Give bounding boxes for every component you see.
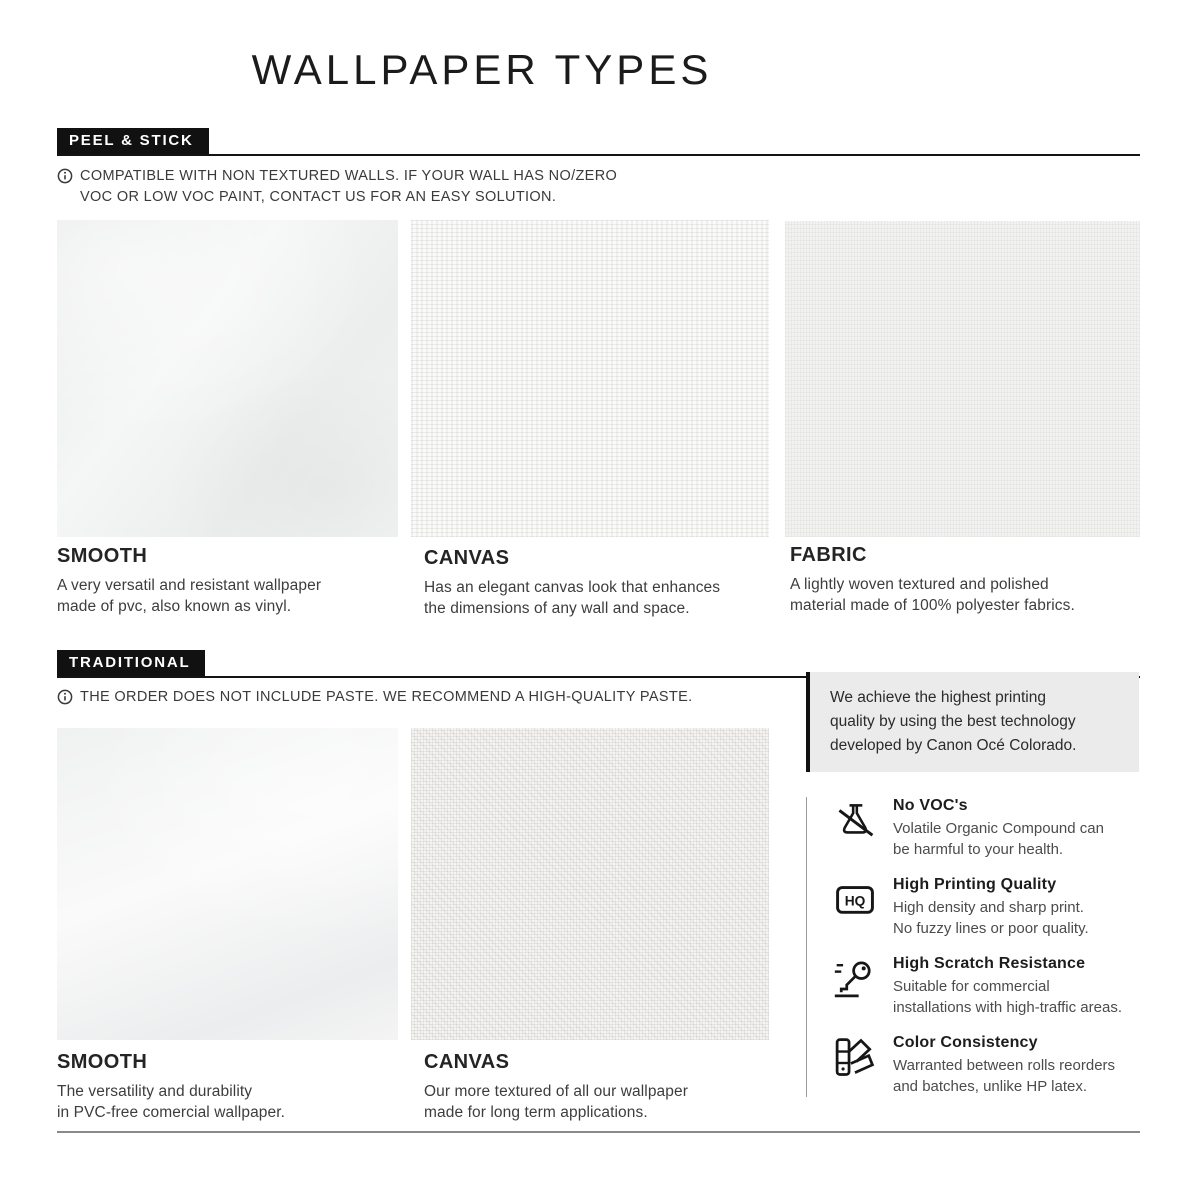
smooth-traditional-caption	[57, 1051, 397, 1124]
info-icon	[57, 168, 73, 184]
canvas-peel-caption	[424, 547, 774, 620]
svg-text:HQ: HQ	[844, 893, 866, 909]
traditional-note-text: THE ORDER DOES NOT INCLUDE PASTE. WE RECOMMEND A HIGH-QUALITY PASTE.	[80, 689, 693, 705]
hq-badge-icon	[833, 876, 877, 923]
swatch-name: SMOOTH	[57, 545, 148, 567]
bottom-divider	[57, 1131, 1140, 1133]
swatch-description: The versatility and durability in PVC-free comercial wallpaper.	[57, 1083, 286, 1122]
feature-high-scratch-resistance	[833, 955, 1140, 1018]
fabric-peel-caption	[790, 544, 1140, 617]
key-scratch-icon	[833, 955, 877, 1002]
feature-text	[893, 797, 1104, 860]
feature-text	[893, 876, 1089, 939]
feature-text	[893, 955, 1122, 1018]
peel-stick-note-text: COMPATIBLE WITH NON TEXTURED WALLS. IF YOUR WALL HAS NO/ZERO VOC OR LOW VOC PAINT, CONTACT US FOR AN EASY SOLUTION.	[80, 168, 618, 205]
page-title: WALLPAPER TYPES	[251, 46, 713, 93]
smooth-texture-swatch-traditional	[57, 728, 398, 1040]
swatch-description: A lightly woven textured and polished material made of 100% polyester fabrics.	[790, 576, 1075, 615]
canvas-traditional-caption	[424, 1051, 774, 1124]
swatch-description: A very versatil and resistant wallpaper made of pvc, also known as vinyl.	[57, 577, 322, 616]
printing-quality-quote-box: We achieve the highest printing quality by using the best technology developed by Canon Océ Colorado.	[806, 672, 1139, 772]
canvas-texture-swatch-traditional	[411, 728, 769, 1040]
canvas-texture-swatch-peel	[411, 220, 769, 537]
peel-stick-note	[57, 166, 617, 207]
feature-high-printing-quality	[833, 876, 1140, 939]
feature-description: High density and sharp print. No fuzzy lines or poor quality.	[893, 899, 1089, 937]
feature-description: Warranted between rolls reorders and batches, unlike HP latex.	[893, 1057, 1116, 1095]
traditional-note	[57, 687, 692, 708]
feature-no-voc	[833, 797, 1140, 860]
smooth-texture-swatch-peel	[57, 220, 398, 537]
smooth-peel-caption	[57, 545, 397, 618]
info-icon	[57, 689, 73, 705]
feature-color-consistency	[833, 1034, 1140, 1097]
feature-list	[806, 797, 1140, 1097]
swatch-name: FABRIC	[790, 544, 867, 566]
feature-title: Color Consistency	[893, 1034, 1038, 1051]
feature-title: High Printing Quality	[893, 876, 1057, 893]
peel-stick-label: PEEL & STICK	[57, 128, 209, 154]
no-voc-flask-icon	[833, 797, 877, 844]
feature-description: Volatile Organic Compound can be harmful to your health.	[893, 820, 1104, 858]
feature-title: No VOC's	[893, 797, 968, 814]
peel-stick-section-header	[57, 128, 1140, 156]
feature-description: Suitable for commercial installations with high-traffic areas.	[893, 978, 1122, 1016]
color-swatches-icon	[833, 1034, 877, 1081]
swatch-name: SMOOTH	[57, 1051, 148, 1073]
feature-text	[893, 1034, 1115, 1097]
traditional-label: TRADITIONAL	[57, 650, 205, 676]
swatch-name: CANVAS	[424, 1051, 510, 1073]
swatch-description: Our more textured of all our wallpaper made for long term applications.	[424, 1083, 688, 1122]
fabric-texture-swatch-peel	[785, 221, 1140, 537]
swatch-name: CANVAS	[424, 547, 510, 569]
feature-title: High Scratch Resistance	[893, 955, 1086, 972]
swatch-description: Has an elegant canvas look that enhances the dimensions of any wall and space.	[424, 579, 721, 618]
